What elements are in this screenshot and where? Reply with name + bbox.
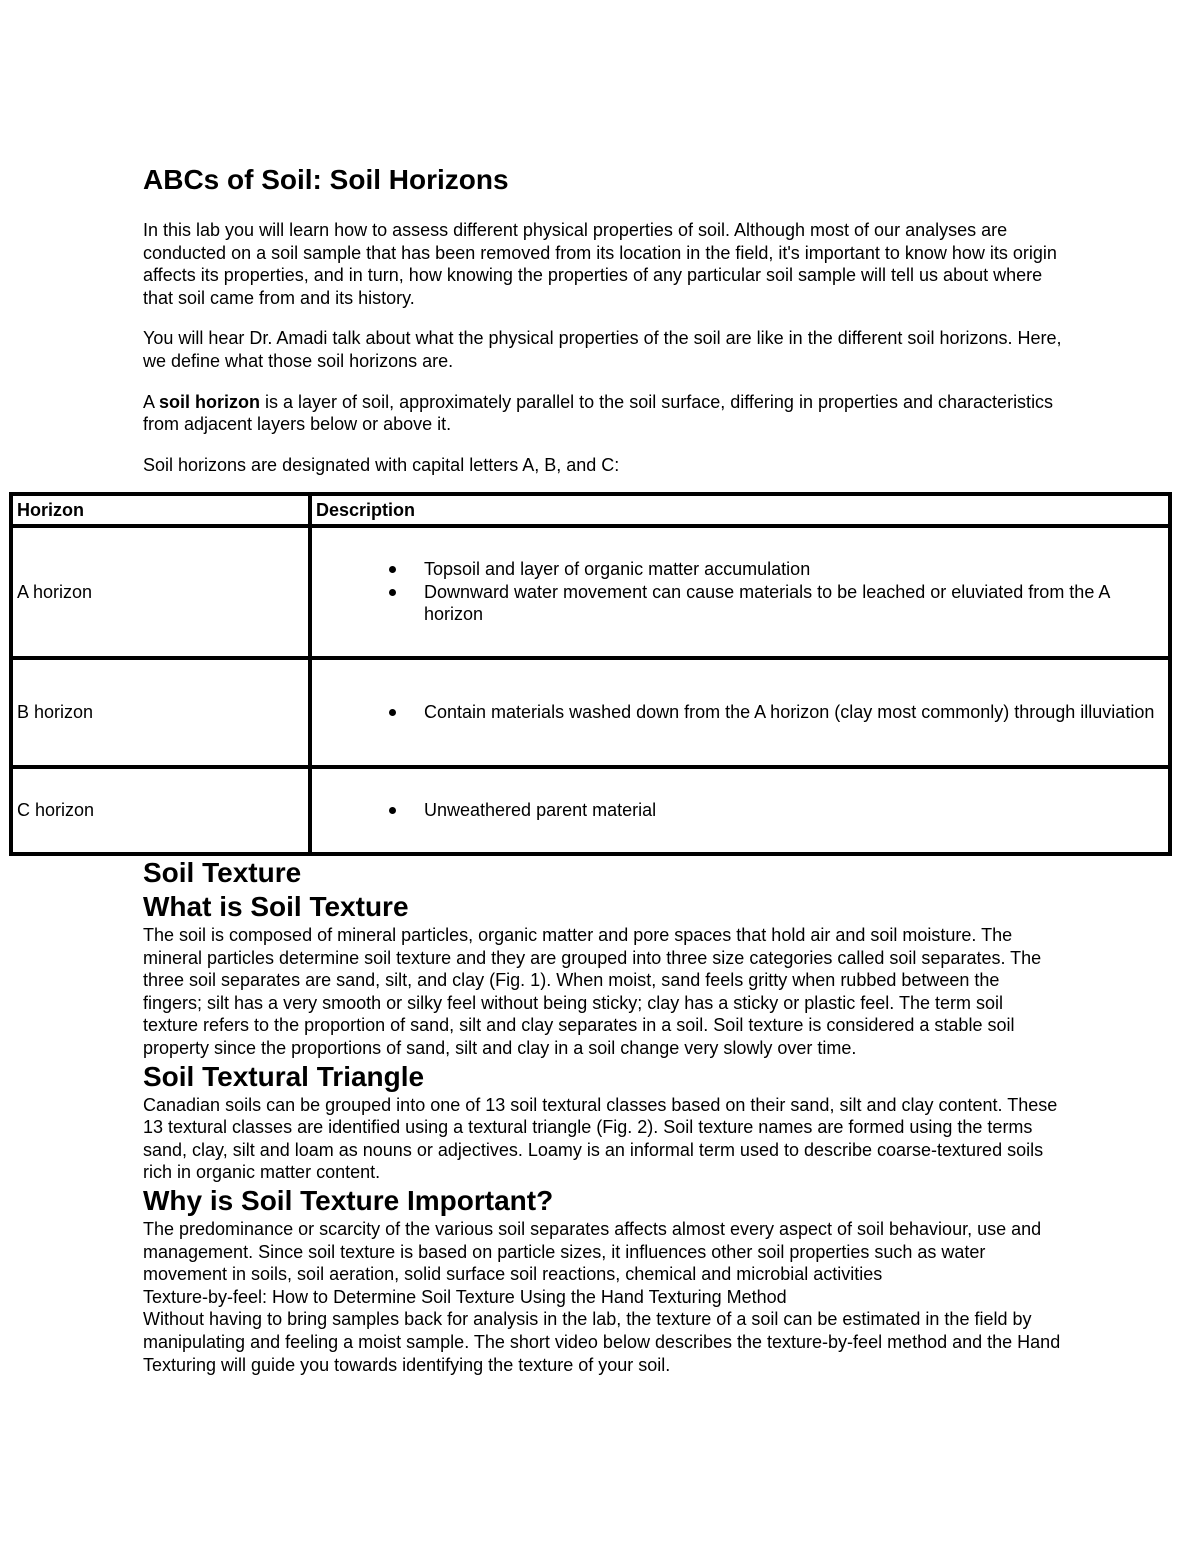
amadi-paragraph: You will hear Dr. Amadi talk about what the physical properties of the soil are like in the different soil horizons. Here, we define what those soil horizons are. <box>143 328 1062 371</box>
what-is-texture-heading: What is Soil Texture <box>143 891 409 922</box>
list-item: Downward water movement can cause materials to be leached or eluviated from the A horizon <box>424 581 1168 626</box>
definition-prefix: A <box>143 391 160 412</box>
texture-section <box>143 856 1063 1376</box>
page-title: ABCs of Soil: Soil Horizons <box>143 164 509 195</box>
header-horizon: Horizon <box>11 494 310 526</box>
bullet-list <box>316 701 1168 724</box>
texture-by-feel-text: Without having to bring samples back for analysis in the lab, the texture of a soil can be estimated in the field by manipulating and feeling a moist sample. The short video below describes the texture-by-feel method and the Hand Texturing will guide you towards identifying the texture of your soil. <box>143 1309 1061 1375</box>
horizon-table <box>9 492 1172 856</box>
table-row <box>11 658 1170 767</box>
horizon-cell: B horizon <box>11 658 310 767</box>
why-important-heading: Why is Soil Texture Important? <box>143 1184 554 1216</box>
triangle-heading: Soil Textural Triangle <box>143 1060 425 1092</box>
description-cell <box>310 767 1170 854</box>
what-is-texture-text: The soil is composed of mineral particles, organic matter and pore spaces that hold air and soil moisture. The mineral particles determine soil texture and they are grouped into three size categories called soil separates. The three soil separates are sand, silt, and clay (Fig. 1). When moist, sand feels gritty when rubbed between the fingers; silt has a very smooth or silky feel without being sticky; clay has a sticky or plastic feel. The term soil texture refers to the proportion of sand, silt and clay separates in a soil. Soil texture is considered a stable soil property since the proportions of sand, silt and clay in a soil change very slowly over time. <box>143 925 1042 1058</box>
intro-section <box>143 163 1063 494</box>
definition-rest: is a layer of soil, approximately parallel to the soil surface, differing in properties and characteristics from adjacent layers below or above it. <box>143 391 1054 435</box>
list-item: Topsoil and layer of organic matter accumulation <box>424 558 1168 581</box>
texture-by-feel-title: Texture-by-feel: How to Determine Soil Texture Using the Hand Texturing Method <box>143 1286 787 1307</box>
description-cell <box>310 526 1170 658</box>
bullet-list <box>316 558 1168 626</box>
triangle-text: Canadian soils can be grouped into one of 13 soil textural classes based on their sand, silt and clay content. These 13 textural classes are identified using a textural triangle (Fig. 2). Soil texture names are formed using the terms sand, clay, silt and loam as nouns or adjectives. Loamy is an informal term used to describe coarse-textured soils rich in organic matter content. <box>143 1094 1058 1183</box>
horizon-cell: A horizon <box>11 526 310 658</box>
soil-texture-heading: Soil Texture <box>143 857 302 888</box>
header-description: Description <box>310 494 1170 526</box>
table-row <box>11 526 1170 658</box>
designated-paragraph: Soil horizons are designated with capital letters A, B, and C: <box>143 454 620 475</box>
table-row <box>11 767 1170 854</box>
horizon-cell: C horizon <box>11 767 310 854</box>
bullet-list <box>316 799 1168 822</box>
description-cell <box>310 658 1170 767</box>
intro-paragraph: In this lab you will learn how to assess different physical properties of soil. Although most of our analyses are conducted on a soil sample that has been removed from its location in the field, it's important to know how its origin affects its properties, and in turn, how knowing the properties of any particular soil sample will tell us about where that soil came from and its history. <box>143 220 1057 308</box>
why-important-text: The predominance or scarcity of the various soil separates affects almost every aspect of soil behaviour, use and management. Since soil texture is based on particle sizes, it influences other soil properties such as water movement in soils, soil aeration, solid surface soil reactions, chemical and microbial activities <box>143 1218 1042 1285</box>
definition-term: soil horizon <box>159 391 261 412</box>
list-item: Unweathered parent material <box>424 799 1168 822</box>
list-item: Contain materials washed down from the A horizon (clay most commonly) through illuviation <box>424 701 1168 724</box>
definition-paragraph <box>143 391 1063 436</box>
table-header-row <box>11 494 1170 526</box>
